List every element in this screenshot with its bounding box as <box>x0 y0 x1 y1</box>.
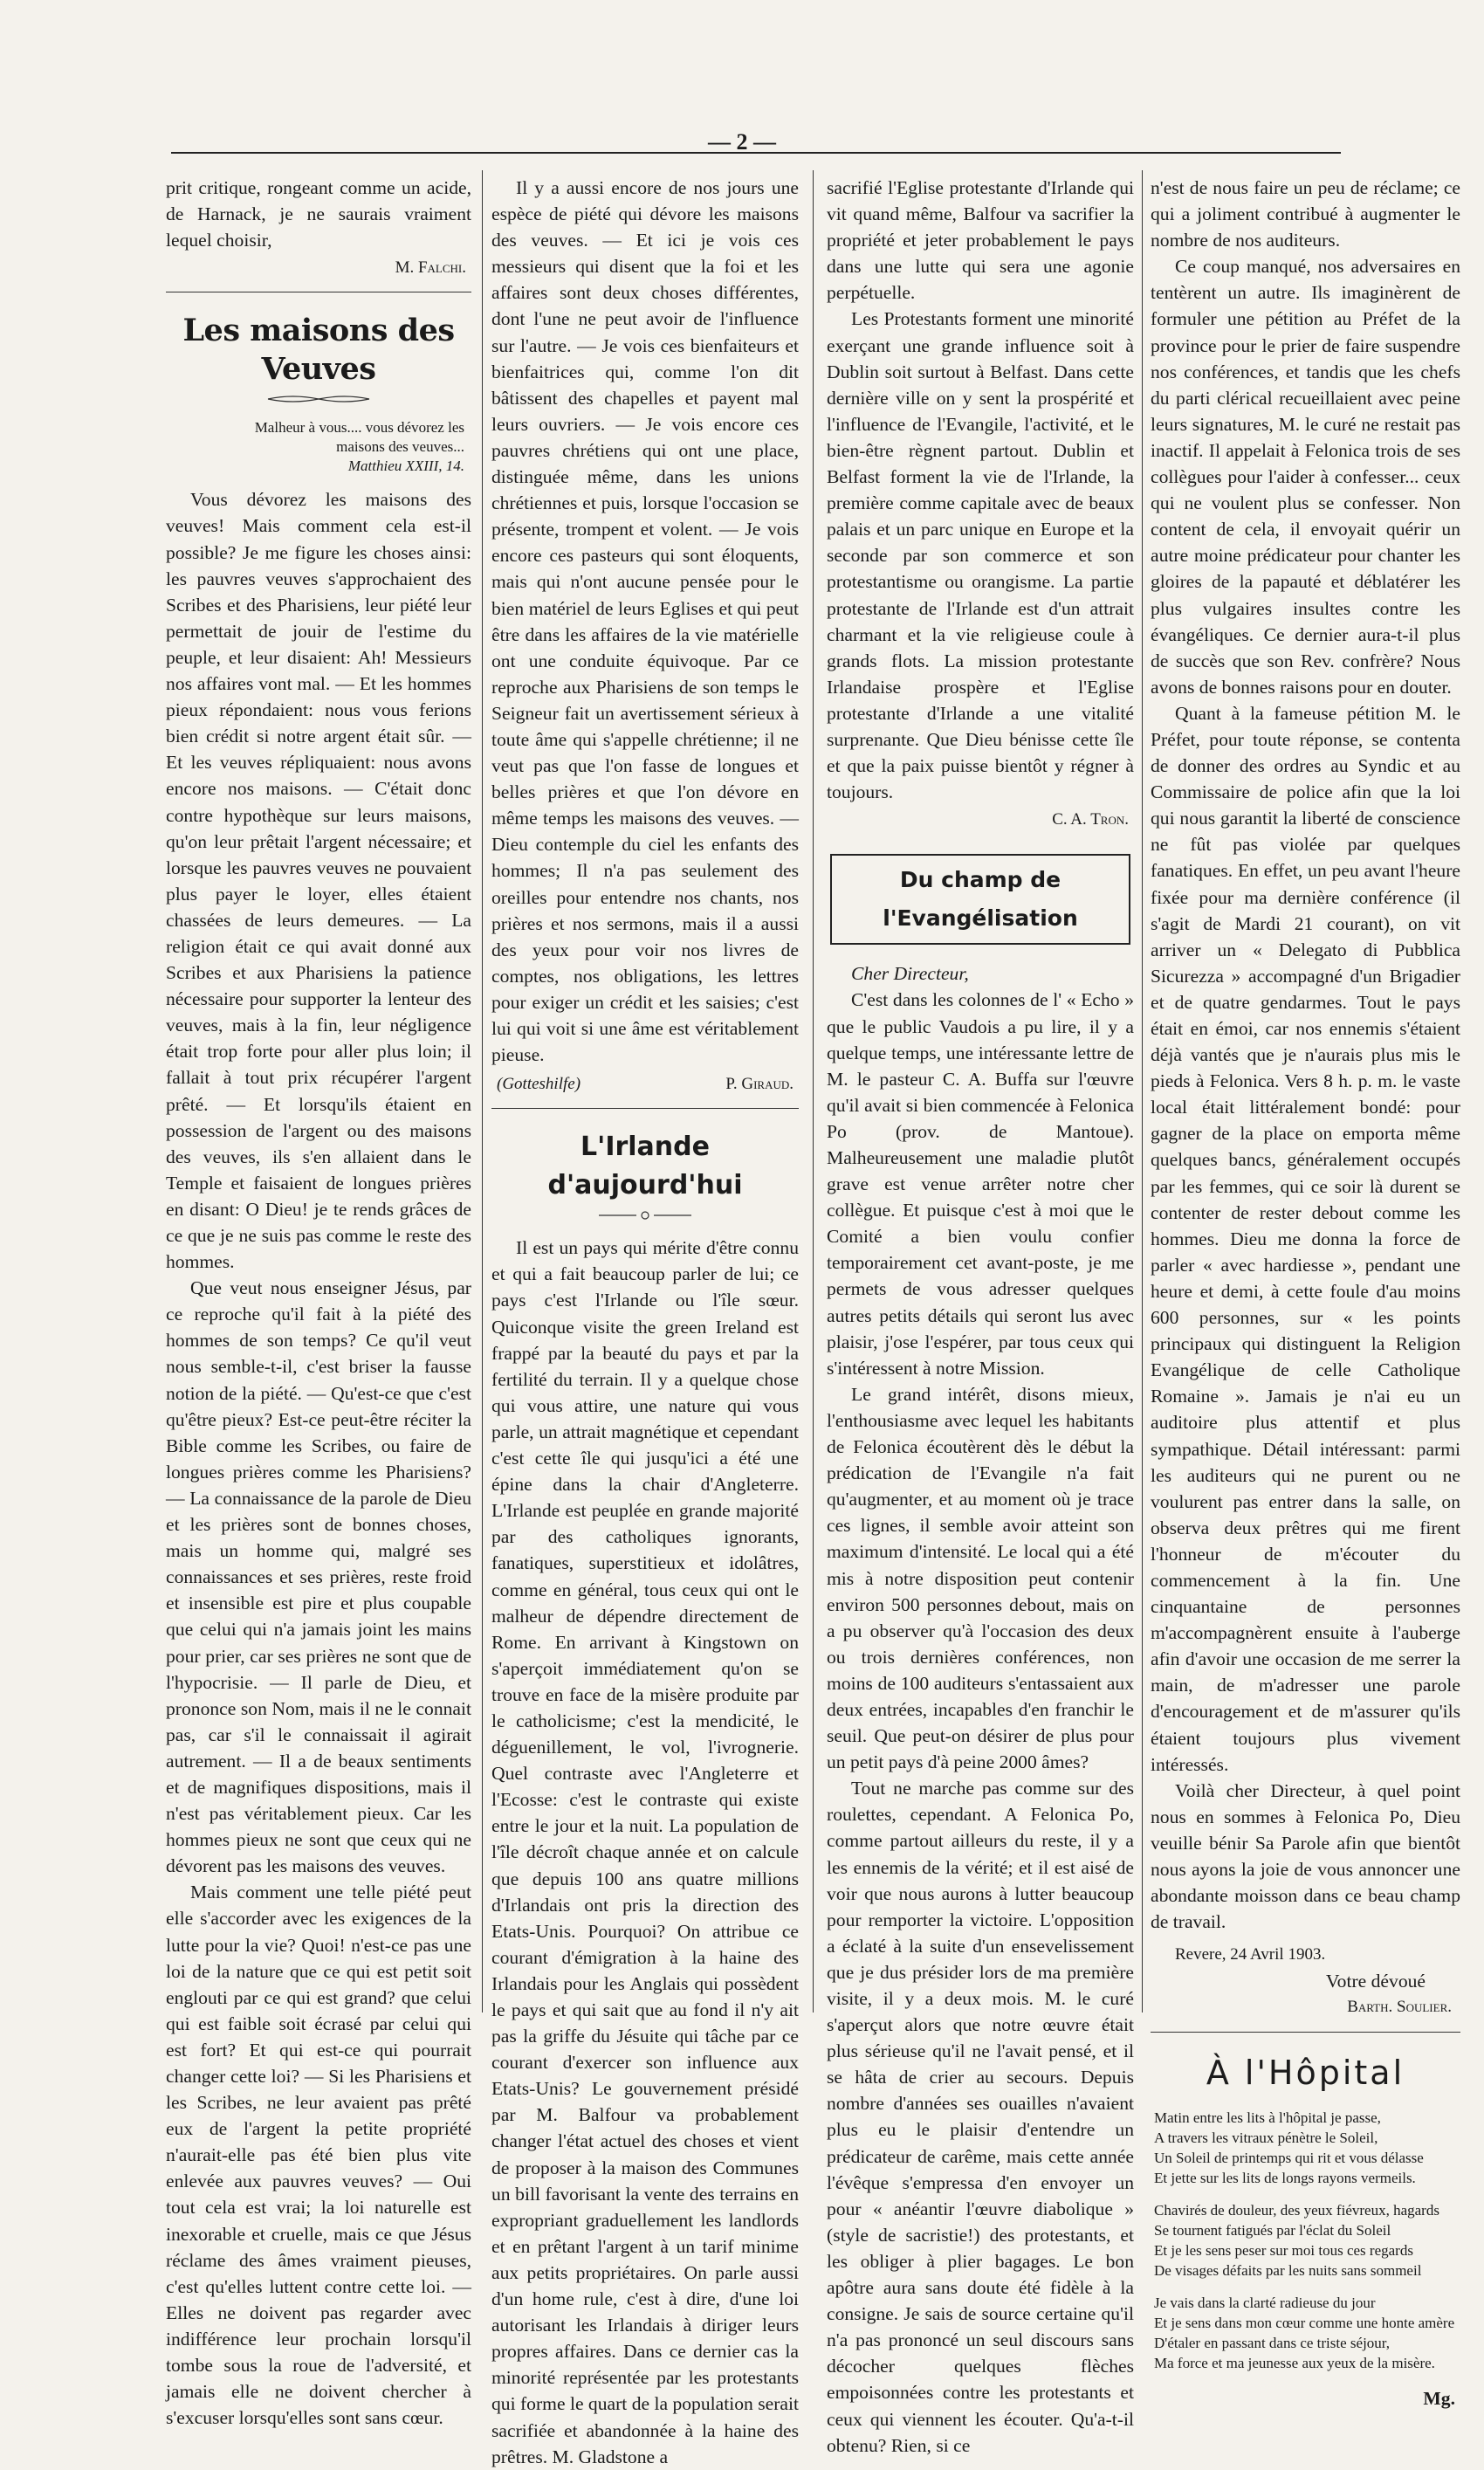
article-paragraph: Mais comment une telle piété peut elle s'accorder avec les exigences de la lutte pour la vie? Quoi! n'est-ce pas une loi de la nature que ce qui est petit soit englouti par ce qui est grand? que celui qui est faible soit écrasé par celui qui est fort? Et qui est-ce qui pourrait changer cette loi? — Si les Pharisiens et les Scribes, ne leur avaient pas prêté eux de l'argent la petite propriété n'aurait-elle pas été bien plus vite enlevée aux pauvres veuves? — Oui tout cela est vrai; la loi naturelle est inexorable et cruelle, mais ce que Jésus réclame des âmes vraiment pieuses, c'est qu'elles luttent contre cette loi. — Elles ne doivent pas regarder avec indifférence leur prochain lorsqu'il tombe sous la roue de l'adversité, et jamais elle ne doivent chercher à s'excuser lorsqu'elles sont sans cœur. <box>166 1882 471 2429</box>
article-title-veuves: Les maisons des Veuves <box>182 313 455 388</box>
poem <box>1154 2108 1460 2373</box>
column-2 <box>491 175 799 2467</box>
poem-stanza <box>1154 2108 1460 2188</box>
column-divider <box>813 170 814 2012</box>
letter-paragraph: Ce coup manqué, nos adversaires en tentèrent un autre. Ils imaginèrent de formuler une pétition au Préfet de la province pour le prier de faire suspendre nos conférences, et tandis que les chefs du parti clérical recueillaient avec peine leurs signatures, M. le curé ne restait pas inactif. Il appelait à Felonica trois de ses collègues pour l'aider à confesser... ceux qui ne voulent plus se confesser. Non content de cela, il envoyait quérir un autre moine prédicateur pour chanter les gloires de la papauté et déblatérer les plus vulgaires insultes contre les évangéliques. Ce dernier aura-t-il plus de succès que son Rev. confrère? Nous avons de bonnes raisons pour en douter. <box>1151 256 1460 698</box>
poem-line: Et jette sur les lits de longs rayons vermeils. <box>1154 2169 1416 2186</box>
letter-paragraph: Voilà cher Directeur, à quel point nous en sommes à Felonica Po, Dieu veuille bénir Sa Parole afin que bientôt nous ayons la joie de vous annoncer une abondante moisson dans ce beau champ de travail. <box>1151 1779 1460 1933</box>
column-1 <box>166 175 471 2429</box>
article-paragraph: Vous dévorez les maisons des veuves! Mais comment cela est-il possible? Je me figure les choses ainsi: les pauvres veuves s'approchaient des Scribes et des Pharisiens, leur piété leur permettait de jouir de l'estime du peuple, et leur disaient: Ah! Messieurs nos affaires vont mal. — Et les hommes pieux répondaient: nous vous ferions bien crédit si notre argent était sûr. — Et les veuves répliquaient: nous avons encore nos maisons. — C'était donc contre hypothèque sur leurs maisons, qu'on leur prêtait l'argent nécessaire; et lorsque les pauvres veuves ne pouvaient plus payer le loyer, elles étaient chassées de leurs demeures. — La religion était ce qui avait donné aux Scribes et aux Pharisiens la patience nécessaire pour supporter la lenteur des veuves, mais à la fin, leur négligence était trop forte pour aller plus loin; il fallait à tout prix récupérer l'argent prêté. — Et lorsqu'ils étaient en possession de l'argent ou des maisons des veuves, ils s'en allaient dans le Temple et faisaient de longues prières en disant: O Dieu! je te rends grâces de ce que je ne suis pas comme le reste des hommes. <box>166 489 471 1273</box>
letter-paragraph: C'est dans les colonnes de l' « Echo » que le public Vaudois a pu lire, il y a quelque temps, une intéressante lettre de M. le pasteur C. A. Buffa sur l'œuvre qu'il avait si bien commencée à Felonica Po (prov. de Mantoue). Malheureusement une maladie plutôt grave est venue arrêter notre cher collègue. Et puisque c'est à moi que le Comité a bien voulu confier temporairement cet avant-poste, je me permets de vous adresser quelques autres petits détails qui seront lus avec plaisir, j'ose l'espérer, par tous ceux qui s'intéressent à notre Mission. <box>827 989 1134 1379</box>
article-author: C. A. Tron. <box>1052 810 1129 829</box>
poem-line: Ma force et ma jeunesse aux yeux de la misère. <box>1154 2354 1435 2371</box>
epigraph-reference: Matthieu XXIII, 14. <box>347 458 464 475</box>
column-divider <box>482 170 483 2012</box>
letter-paragraph: Quant à la fameuse pétition M. le Préfet, pour toute réponse, se contenta de donner des ordres au Syndic et au Commissaire de police afin que la loi qui nous garantit la liberté de conscience ne fût pas violée par quelques fanatiques. En effet, un peu avant l'heure fixée pour ma dernière conférence (il s'agit de Mardi 21 courant), on vit arriver un « Delegato di Pubblica Sicurezza » accompagné d'un Brigadier et de quatre gendarmes. Tout le pays était en émoi, car nos ennemis s'étaient déjà vantés que je n'aurais plus mis le pieds à Felonica. Vers 8 h. p. m. le vaste local était littéralement bondé: pour gagner de la place on emporta même quelques bancs, généralement occupés par les femmes, qui ce soir là durent se contenter de rester debout comme les hommes. Dieu me donna la force de parler « avec hardiesse », pendant une heure et demi, à cette foule d'au moins 600 personnes, sur « les points principaux qui distinguent la Religion Evangélique de celle Catholique Romaine ». Jamais je n'ai eu un auditoire plus attentif et plus sympathique. Détail intéressant: parmi les auditeurs qui ne purent ou ne voulurent pas entrer dans la salle, on observa deux prêtres qui me firent l'honneur de m'écouter du commencement à la fin. Une cinquantaine de personnes m'accompagnèrent ensuite à l'auberge afin d'avoir une occasion de me serrer la main, de m'adresser une parole d'encouragement et de m'assurer qu'ils étaient toujours plus vivement intéressés. <box>1151 702 1460 1775</box>
section-divider <box>1151 2032 1460 2033</box>
poem-line: Chavirés de douleur, des yeux fiévreux, hagards <box>1154 2201 1439 2219</box>
letter-closing: Votre dévoué <box>1325 1971 1426 1992</box>
letter-paragraph: n'est de nous faire un peu de réclame; ce qui a joliment contribué à augmenter le nombre de nos auditeurs. <box>1151 177 1460 251</box>
poem-line: Un Soleil de printemps qui rit et vous délasse <box>1154 2149 1424 2166</box>
section-divider <box>491 1108 799 1109</box>
article-paragraph: Que veut nous enseigner Jésus, par ce reproche qu'il fait à la piété des hommes de son temps? Ce qu'il veut nous semble-t-il, c'est briser la fausse notion de la piété. — Qu'est-ce que c'est qu'être pieux? Est-ce peut-être réciter la Bible comme les Scribes, ou faire de longues prières comme les Pharisiens? — La connaissance de la parole de Dieu et les prières sont de bonnes choses, mais un homme qui, malgré ses connaissances et ses prières, reste froid et insensible est pire et plus coupable que celui qui n'a jamais joint les mains pour prier, car ses prières ne sont que de l'hypocrisie. — Il parle de Dieu, et prononce son Nom, mais il ne le connait pas, car s'il le connaissait il agirait autrement. — Il a de beaux sentiments et de magnifiques dispositions, mais il n'est pas véritablement pieux. Car les hommes pieux ne sont que ceux qui ne dévorent pas les maisons des veuves. <box>166 1277 471 1877</box>
poem-stanza <box>1154 2293 1460 2373</box>
article-source: (Gotteshilfe) <box>497 1075 581 1094</box>
column-3 <box>827 175 1134 2456</box>
ornament-divider <box>266 394 371 404</box>
article-title-irlande: L'Irlande d'aujourd'hui <box>547 1132 743 1201</box>
ornament-divider <box>597 1210 693 1221</box>
letter-paragraph: Le grand intérêt, disons mieux, l'enthousiasme avec lequel les habitants de Felonica écoutèrent dès le début la prédication de l'Evangile n'a fait qu'augmenter, et au moment où je trace ces lignes, il semble avoir atteint son maximum d'intensité. Le local qui a été mis à notre disposition peut contenir environ 500 personnes debout, mais on a pu observer qu'à l'occasion des deux ou trois dernières conférences, non moins de 100 auditeurs s'entassaient aux deux entrées, incapables d'en franchir le seuil. Que peut-on désirer de plus pour un petit pays d'à peine 2000 âmes? <box>827 1383 1134 1773</box>
poem-line: Matin entre les lits à l'hôpital je passe, <box>1154 2109 1381 2126</box>
article-title-evangelisation: Du champ de l'Evangélisation <box>830 854 1130 945</box>
letter-salutation: Cher Directeur, <box>851 963 969 985</box>
article-paragraph: Il y a aussi encore de nos jours une espèce de piété qui dévore les maisons des veuves. — Et ici je vois ces messieurs qui disent que la foi et les affaires sont deux choses différentes, dont l'une ne peut avoir de l'influence sur l'autre. — Je vois ces bienfaiteurs et bienfaitrices qui, comme l'on dit bâtissent des chapelles et payent mal leurs ouvriers. — Je vois encore ces pauvres chrétiens qui ont une place, distinguée même, dans les unions chrétiennes et puis, lorsque l'occasion se présente, trompent et volent. — Je vois encore ces pasteurs qui sont éloquents, mais qui n'ont aucune pensée pour le bien matériel de leurs Eglises et qui peut être dans les affaires de la vie matérielle ont une conduite équivoque. Par ce reproche aux Pharisiens de son temps le Seigneur fait un avertissement sérieux à toute âme qui s'appelle chrétienne; il ne veut pas que l'on fasse de longues et belles prières et que l'on dévore en même temps les maisons des veuves. — Dieu contemple du ciel les enfants des hommes; Il n'a pas seulement des oreilles pour entendre nos chants, nos prières et nos sermons, mais il a aussi des yeux pour voir nos livres de comptes, nos obligations, les lettres pour exiger un crédit et les saisies; c'est lui qui voit si une âme est véritablement pieuse. <box>491 177 799 1066</box>
poem-line: De visages défaits par les nuits sans sommeil <box>1154 2261 1422 2279</box>
poem-line: D'étaler en passant dans ce triste séjour, <box>1154 2334 1391 2351</box>
epigraph-text: Malheur à vous.... vous dévorez les maisons des veuves... <box>254 419 464 456</box>
poem-line: Je vais dans la clarté radieuse du jour <box>1154 2294 1376 2311</box>
header-rule <box>171 152 1341 154</box>
intro-signature: M. Falchi. <box>395 258 466 278</box>
article-author: P. Giraud. <box>725 1075 794 1094</box>
poem-line: Et je les sens peser sur moi tous ces regards <box>1154 2241 1413 2259</box>
article-paragraph: Il est un pays qui mérite d'être connu et qui a fait beaucoup parler de lui; ce pays c'est l'Irlande ou l'île sœur. Quiconque visite the green Ireland est frappé par la beauté du pays et par la fertilité du terrain. Il y a quelque chose qui vous attire, une nature qui vous parle, un attrait magnétique et cependant c'est cette île qui jusqu'ici a été une épine dans la chair d'Angleterre. L'Irlande est peuplée en grande majorité par des catholiques ignorants, fanatiques, superstitieux et idolâtres, comme en général, tous ceux qui ont le malheur de dépendre directement de Rome. En arrivant à Kingstown on s'aperçoit immédiatement qu'on se trouve en face de la misère produite par le catholicisme; c'est la mendicité, le déguenillement, le vol, l'ivrognerie. Quel contraste avec l'Angleterre et l'Ecosse: c'est le contraste qui existe entre le jour et la nuit. La population de l'île décroît chaque année et on calcule que depuis 100 ans quatre millions d'Irlandais ont pris la direction des Etats-Unis. Pourquoi? On attribue ce courant d'émigration à la haine des Irlandais pour les Anglais qui possèdent le pays et qui sait que au fond il n'y ait pas la griffe du Jésuite qui tâche par ce courant d'exercer son influence aux Etats-Unis? Le gouvernement présidé par M. Balfour va probablement changer l'état actuel des choses et vient de proposer à la maison des Communes un bill favorisant la vente des terrains en expropriant graduellement les landlords et en prêtant l'argent à un tarif minime aux petits propriétaires. On parle aussi d'un home rule, c'est à dire, d'une loi autorisant les Irlandais à diriger leurs propres affaires. Dans ce dernier cas la minorité représentée par les protestants qui forme le quart de la population serait sacrifiée et abandonnée à la haine des prêtres. M. Gladstone a <box>491 1237 799 2467</box>
column-divider <box>1142 170 1143 2012</box>
poem-line: Et je sens dans mon cœur comme une honte amère <box>1154 2314 1455 2331</box>
letter-place-date: Revere, 24 Avril 1903. <box>1175 1945 1326 1964</box>
epigraph <box>218 418 464 476</box>
letter-paragraph: Tout ne marche pas comme sur des roulettes, cependant. A Felonica Po, comme partout ailleurs du reste, il y a les ennemis de la vérité; et il est aisé de voir que nous aurons à lutter beaucoup pour remporter la victoire. L'opposition a éclaté à la suite d'un ensevelissement que je dus présider lors de ma première visite, il y a deux mois. M. le curé s'aperçut alors que notre œuvre était plus sérieuse qu'il ne l'avait pensé, et il se hâta de crier au secours. Depuis nombre d'années ses ouailles n'avaient plus eu le plaisir d'entendre un prédicateur de carême, mais cette année l'évêque s'empressa d'en envoyer un pour « anéantir l'œuvre diabolique » (style de sacristie!) des protestants, et les obliger à plier bagages. Le bon apôtre aura sans doute été fidèle à la consigne. Je sais de source certaine qu'il n'a pas prononcé un seul discours sans décocher quelques flèches empoisonnées contre les protestants et ceux qui viennent les écouter. Qu'a-t-il obtenu? Rien, si ce <box>827 1778 1134 2456</box>
poem-initials: Mg. <box>1423 2387 1455 2409</box>
column-4 <box>1151 175 1460 2409</box>
intro-paragraph: prit critique, rongeant comme un acide, de Harnack, je ne saurais vraiment lequel choisir, <box>166 177 471 251</box>
poem-title: À l'Hôpital <box>1206 2053 1405 2092</box>
article-paragraph: Les Protestants forment une minorité exerçant une grande influence soit à Dublin soit surtout à Belfast. Dans cette dernière ville on y sent la prospérité et l'influence de l'Evangile, l'activité, et le bien-être règnent partout. Dublin et Belfast forment la vie de l'Irlande, la première comme capitale avec de beaux palais et un parc unique en Europe et la seconde par son commerce et son protestantisme ou orangisme. La partie protestante de l'Irlande est d'un attrait charmant et la vie religieuse coule à grands flots. La mission protestante Irlandaise prospère et l'Eglise protestante d'Irlande a une vitalité surprenante. Que Dieu bénisse cette île et que la paix puisse bientôt y régner à toujours. <box>827 308 1134 803</box>
article-paragraph: sacrifié l'Eglise protestante d'Irlande qui vit quand même, Balfour va sacrifier la propriété et jeter probablement le pays dans une lutte qui sera une agonie perpétuelle. <box>827 177 1134 304</box>
page-number: — 2 — <box>708 129 776 155</box>
poem-line: Se tournent fatigués par l'éclat du Soleil <box>1154 2221 1391 2239</box>
article-signature <box>497 1071 794 1097</box>
letter-signer: Barth. Soulier. <box>1347 1998 1452 2017</box>
poem-line: A travers les vitraux pénètre le Soleil, <box>1154 2129 1378 2146</box>
poem-stanza <box>1154 2200 1460 2281</box>
